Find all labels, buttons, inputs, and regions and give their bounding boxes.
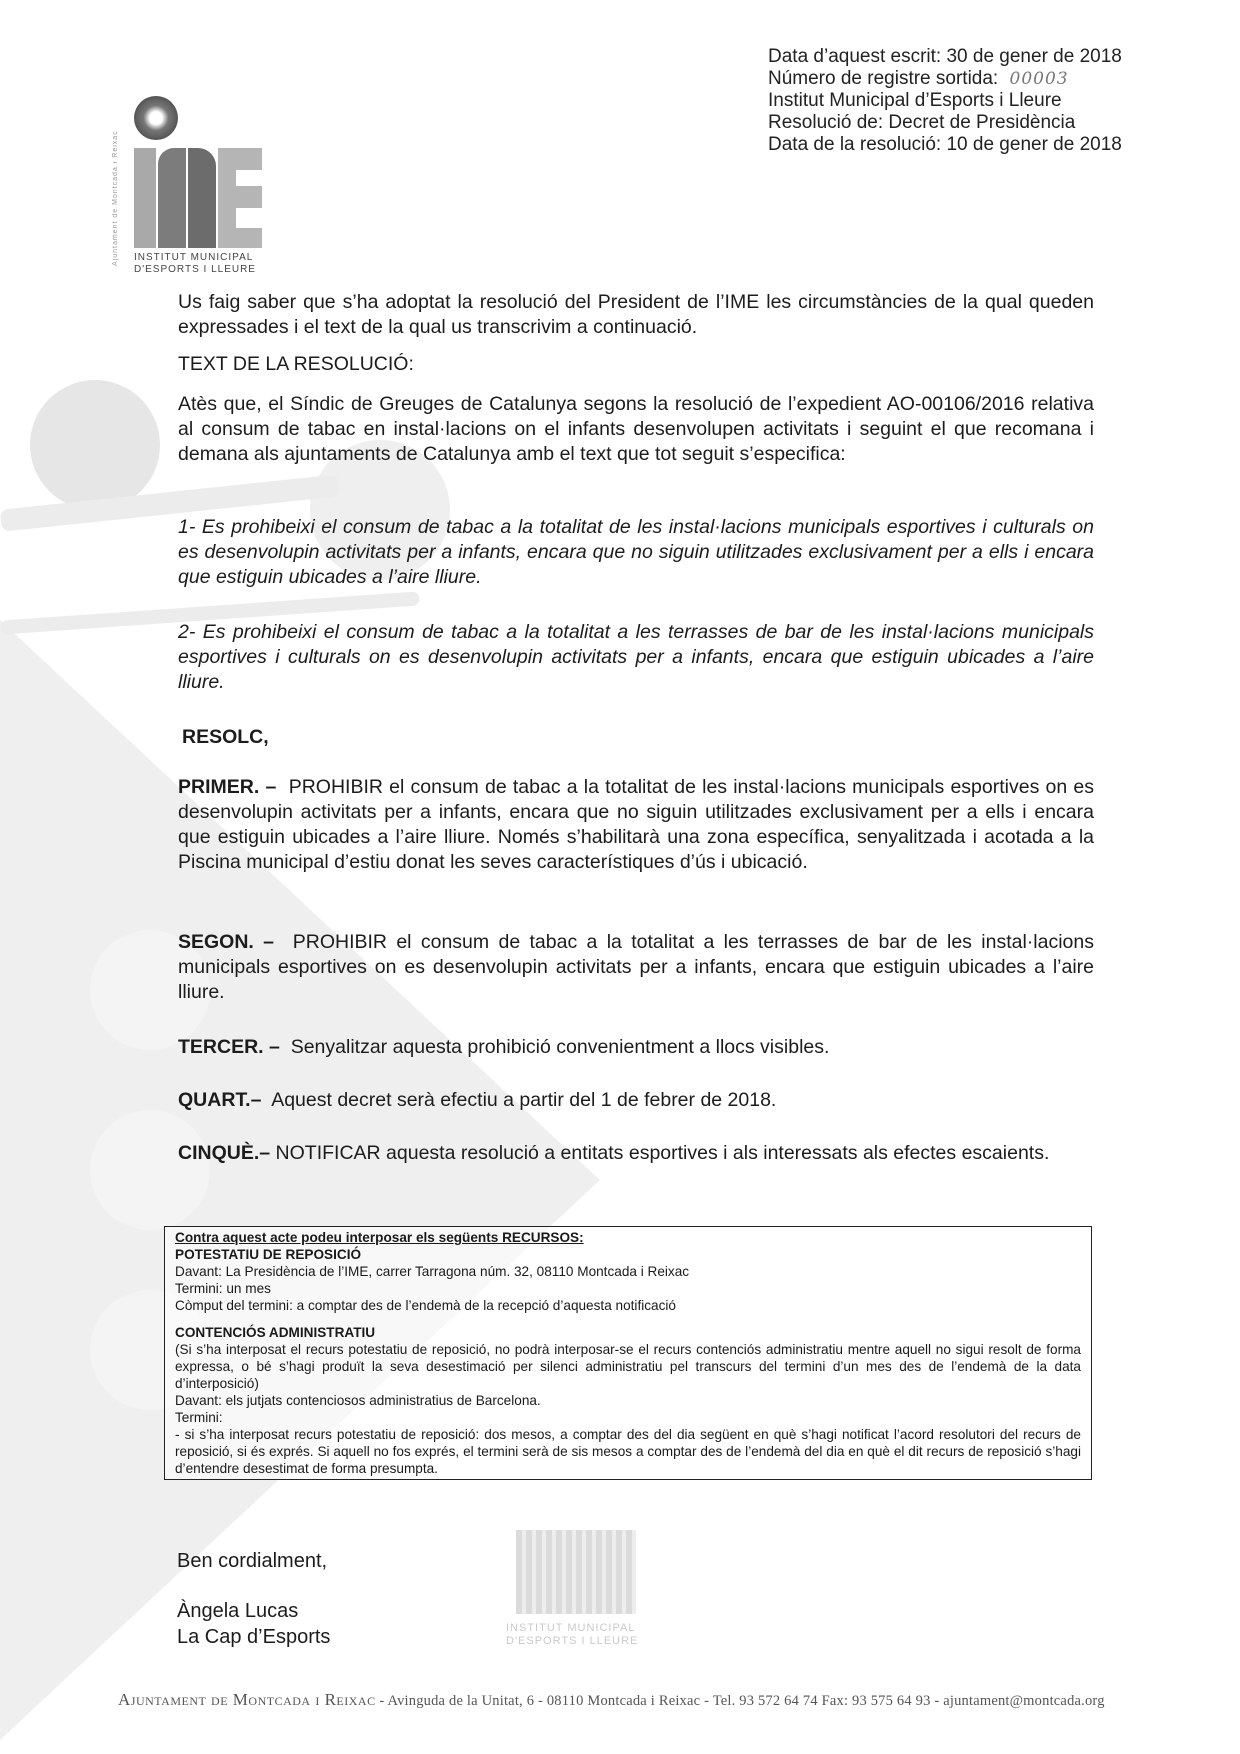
appeals-heading: Contra aquest acte podeu interposar els següents RECURSOS: <box>175 1230 584 1245</box>
clause-label: CINQUÈ.– <box>178 1142 271 1164</box>
resolc-heading <box>182 725 1098 750</box>
logo-letter-m-left <box>158 148 186 248</box>
section-title-text: TEXT DE LA RESOLUCIÓ: <box>178 353 414 375</box>
considerando-paragraph <box>178 392 1094 467</box>
logo-letter-e <box>218 148 262 248</box>
logo-caption-line1: INSTITUT MUNICIPAL <box>134 252 254 263</box>
considerando-text: Atès que, el Síndic de Greuges de Catalunya segons la resolució de l’expedient AO-00106/2016 relativa al consum de tabac en instal·lacions on el infants desenvolupen activitats i seguint el que recomana i demana als ajuntaments de Catalunya amb el text que tot seguit s’especifica: <box>178 393 1094 465</box>
potestatiu-title: POTESTATIU DE REPOSICIÓ <box>175 1247 362 1262</box>
background-circle-decoration <box>30 380 160 510</box>
clause-text: Senyalitzar aquesta prohibició convenientment a llocs visibles. <box>290 1036 830 1058</box>
logo-letter-m-right <box>188 148 216 248</box>
logo-letter-i <box>134 148 156 248</box>
clause-label: SEGON. – <box>178 931 275 953</box>
contencios-davant: Davant: els jutjats contenciosos administratius de Barcelona. <box>175 1393 541 1408</box>
clause-label: PRIMER. – <box>178 776 277 798</box>
contencios-title: CONTENCIÓS ADMINISTRATIU <box>175 1325 376 1340</box>
clause-tercer <box>178 1035 1094 1060</box>
clause-text: NOTIFICAR aquesta resolució a entitats esportives i als interessats als efectes escaients. <box>275 1142 1050 1164</box>
clause-text: Aquest decret serà efectiu a partir del 1 de febrer de 2018. <box>271 1089 777 1111</box>
ime-logo <box>112 86 292 282</box>
background-circle-decoration <box>90 1110 210 1230</box>
potestatiu-davant: Davant: La Presidència de l’IME, carrer Tarragona núm. 32, 08110 Montcada i Reixac <box>175 1264 690 1279</box>
logo-dot-icon <box>134 96 178 140</box>
point-1 <box>178 515 1094 590</box>
clause-quart <box>178 1088 1094 1113</box>
stamp-text: INSTITUT MUNICIPAL D'ESPORTS I LLEURE <box>506 1622 639 1647</box>
point-2-text: 2- Es prohibeixi el consum de tabac a la totalitat a les terrasses de bar de les instal·lacions municipals esportives i culturals on es desenvolupin activitats per a infants, encara que estiguin ubicades a l’aire lliure. <box>178 621 1094 693</box>
footer-organization: Ajuntament de Montcada i Reixac <box>118 1690 376 1709</box>
resolution-type: Resolució de: Decret de Presidència <box>768 112 1076 133</box>
stamp-logo-icon <box>516 1530 636 1614</box>
point-1-text: 1- Es prohibeixi el consum de tabac a la totalitat de les instal·lacions municipals esportives i culturals on es desenvolupin activitats per a infants, encara que no siguin utilitzades exclusivament per a ells i encara que estiguin ubicades a l’aire lliure. <box>178 516 1094 588</box>
clause-label: QUART.– <box>178 1089 262 1111</box>
institute-name: Institut Municipal d’Esports i Lleure <box>768 90 1062 111</box>
official-stamp <box>506 1530 676 1660</box>
clause-segon <box>178 930 1094 1005</box>
clause-label: TERCER. – <box>178 1036 280 1058</box>
logo-side-text: Ajuntament de Montcada i Reixac <box>112 130 119 266</box>
document-header <box>768 46 1122 156</box>
registry-number-row <box>768 68 1122 90</box>
document-date: Data d’aquest escrit: 30 de gener de 2018 <box>768 46 1122 67</box>
resolution-date: Data de la resolució: 10 de gener de 2018 <box>768 134 1122 155</box>
intro-text: Us faig saber que s’ha adoptat la resolució del President de l’IME les circumstàncies de la qual queden expressades i el text de la qual us transcrivim a continuació. <box>178 291 1094 338</box>
closing-greeting: Ben cordialment, <box>177 1550 328 1572</box>
logo-caption-line2: D'ESPORTS I LLEURE <box>134 264 256 275</box>
signatory-role: La Cap d’Esports <box>177 1626 331 1648</box>
resolc-text: RESOLC, <box>182 726 269 748</box>
contencios-note: (Si s’ha interposat el recurs potestatiu de reposició, no podrà interposar-se el recurs contenciós administratiu mentre aquell no sigui resolt de forma expressa, o bé s’hagi produït la seva desestimació per silenci administratiu pel transcurs del termini d’un mes des de l’endemà de la data d’interposició) <box>175 1342 1081 1391</box>
intro-paragraph <box>178 290 1094 340</box>
logo-caption <box>134 252 256 276</box>
registry-number-label: Número de registre sortida: <box>768 68 999 89</box>
potestatiu-comput: Còmput del termini: a comptar des de l’endemà de la recepció d’aquesta notificació <box>175 1298 676 1313</box>
section-title <box>178 352 1094 377</box>
clause-text: PROHIBIR el consum de tabac a la totalitat de les instal·lacions municipals esportives on es desenvolupin activitats per a infants, encara que no siguin utilitzades exclusivament per a ells i encara que estiguin ubicades a l’aire lliure. Només s’habilitarà una zona específica, senyalitzada i acotada a la Piscina municipal d’estiu donat les seves característiques d’ús i ubicació. <box>178 776 1094 873</box>
potestatiu-termini: Termini: un mes <box>175 1281 271 1296</box>
clause-cinque <box>178 1141 1094 1166</box>
registry-number-value: 00003 <box>1009 69 1069 89</box>
point-2 <box>178 620 1094 695</box>
clause-primer <box>178 775 1094 875</box>
contencios-termini-label: Termini: <box>175 1410 223 1425</box>
signatory-name: Àngela Lucas <box>177 1600 299 1622</box>
letterhead-footer <box>118 1690 1208 1710</box>
clause-text: PROHIBIR el consum de tabac a la totalitat a les terrasses de bar de les instal·lacions municipals esportives on es desenvolupin activitats per a infants, encara que estiguin ubicades a l’aire lliure. <box>178 931 1094 1003</box>
footer-contact: - Avinguda de la Unitat, 6 - 08110 Montcada i Reixac - Tel. 93 572 64 74 Fax: 93 575 64 93 - ajuntament@montcada.org <box>375 1693 1105 1709</box>
contencios-termini-text: - si s’ha interposat recurs potestatiu de reposició: dos mesos, a comptar des del dia següent en què s’hagi notificat l’acord resolutori del recurs de reposició, si és exprés. Si aquell no fos exprés, el termini serà de sis mesos a comptar des de l’endemà del dia en què el dit recurs de reposició s’hagi d’entendre desestimat de forma presumpta. <box>175 1427 1081 1476</box>
appeals-box <box>164 1226 1092 1480</box>
